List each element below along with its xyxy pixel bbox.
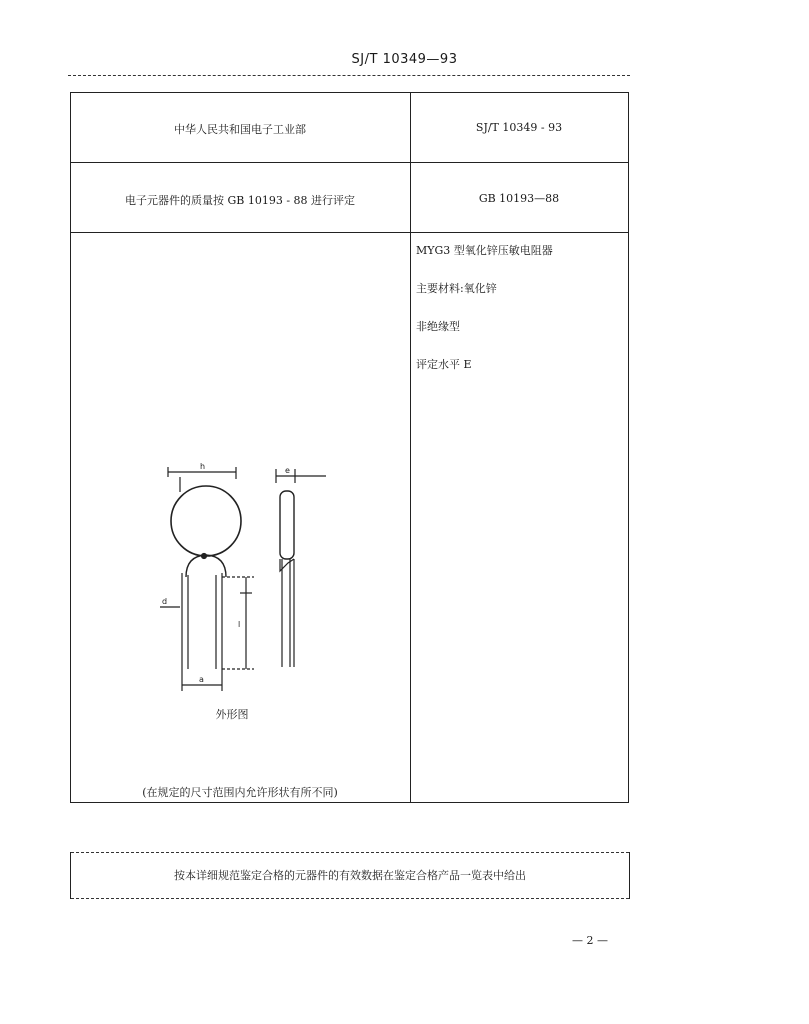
- spec-line-type: 非绝缘型: [416, 320, 460, 333]
- spec-line-material: 主要材料:氧化锌: [416, 282, 497, 295]
- quality-assessment-text: 电子元器件的质量按 GB 10193 - 88 进行评定: [124, 194, 356, 207]
- box-top-border: [71, 852, 629, 853]
- qualified-products-text: 按本详细规范鉴定合格的元器件的有效数据在鉴定合格产品一览表中给出: [174, 869, 526, 882]
- ministry-name: 中华人民共和国电子工业部: [174, 123, 306, 136]
- page-number: — 2 —: [572, 934, 608, 947]
- qualified-products-box: [70, 852, 630, 899]
- standard-code: SJ/T 10349 - 93: [475, 121, 563, 134]
- table-row-divider-1: [70, 162, 628, 163]
- spec-line-model: MYG3 型氧化锌压敏电阻器: [416, 244, 553, 257]
- gb-reference-code: GB 10193—88: [478, 192, 560, 205]
- dimension-label-d: d: [162, 597, 168, 606]
- figure-caption: 外形图: [215, 708, 249, 721]
- table-row-divider-2: [70, 232, 628, 233]
- dimension-label-l: l: [238, 620, 241, 629]
- spec-line-level: 评定水平 E: [416, 358, 472, 371]
- table-right-border: [628, 92, 629, 803]
- table-bottom-border: [70, 802, 628, 803]
- shape-tolerance-note: (在规定的尺寸范围内允许形状有所不同): [142, 786, 338, 799]
- document-header-code: SJ/T 10349—93: [351, 52, 458, 67]
- header-divider: [68, 75, 630, 76]
- component-outline-drawing: [150, 455, 350, 715]
- box-bottom-border: [71, 898, 629, 899]
- dimension-label-a: a: [199, 675, 204, 684]
- dimension-label-h: h: [200, 462, 206, 471]
- table-top-border: [70, 92, 628, 93]
- dimension-label-e: e: [285, 466, 290, 475]
